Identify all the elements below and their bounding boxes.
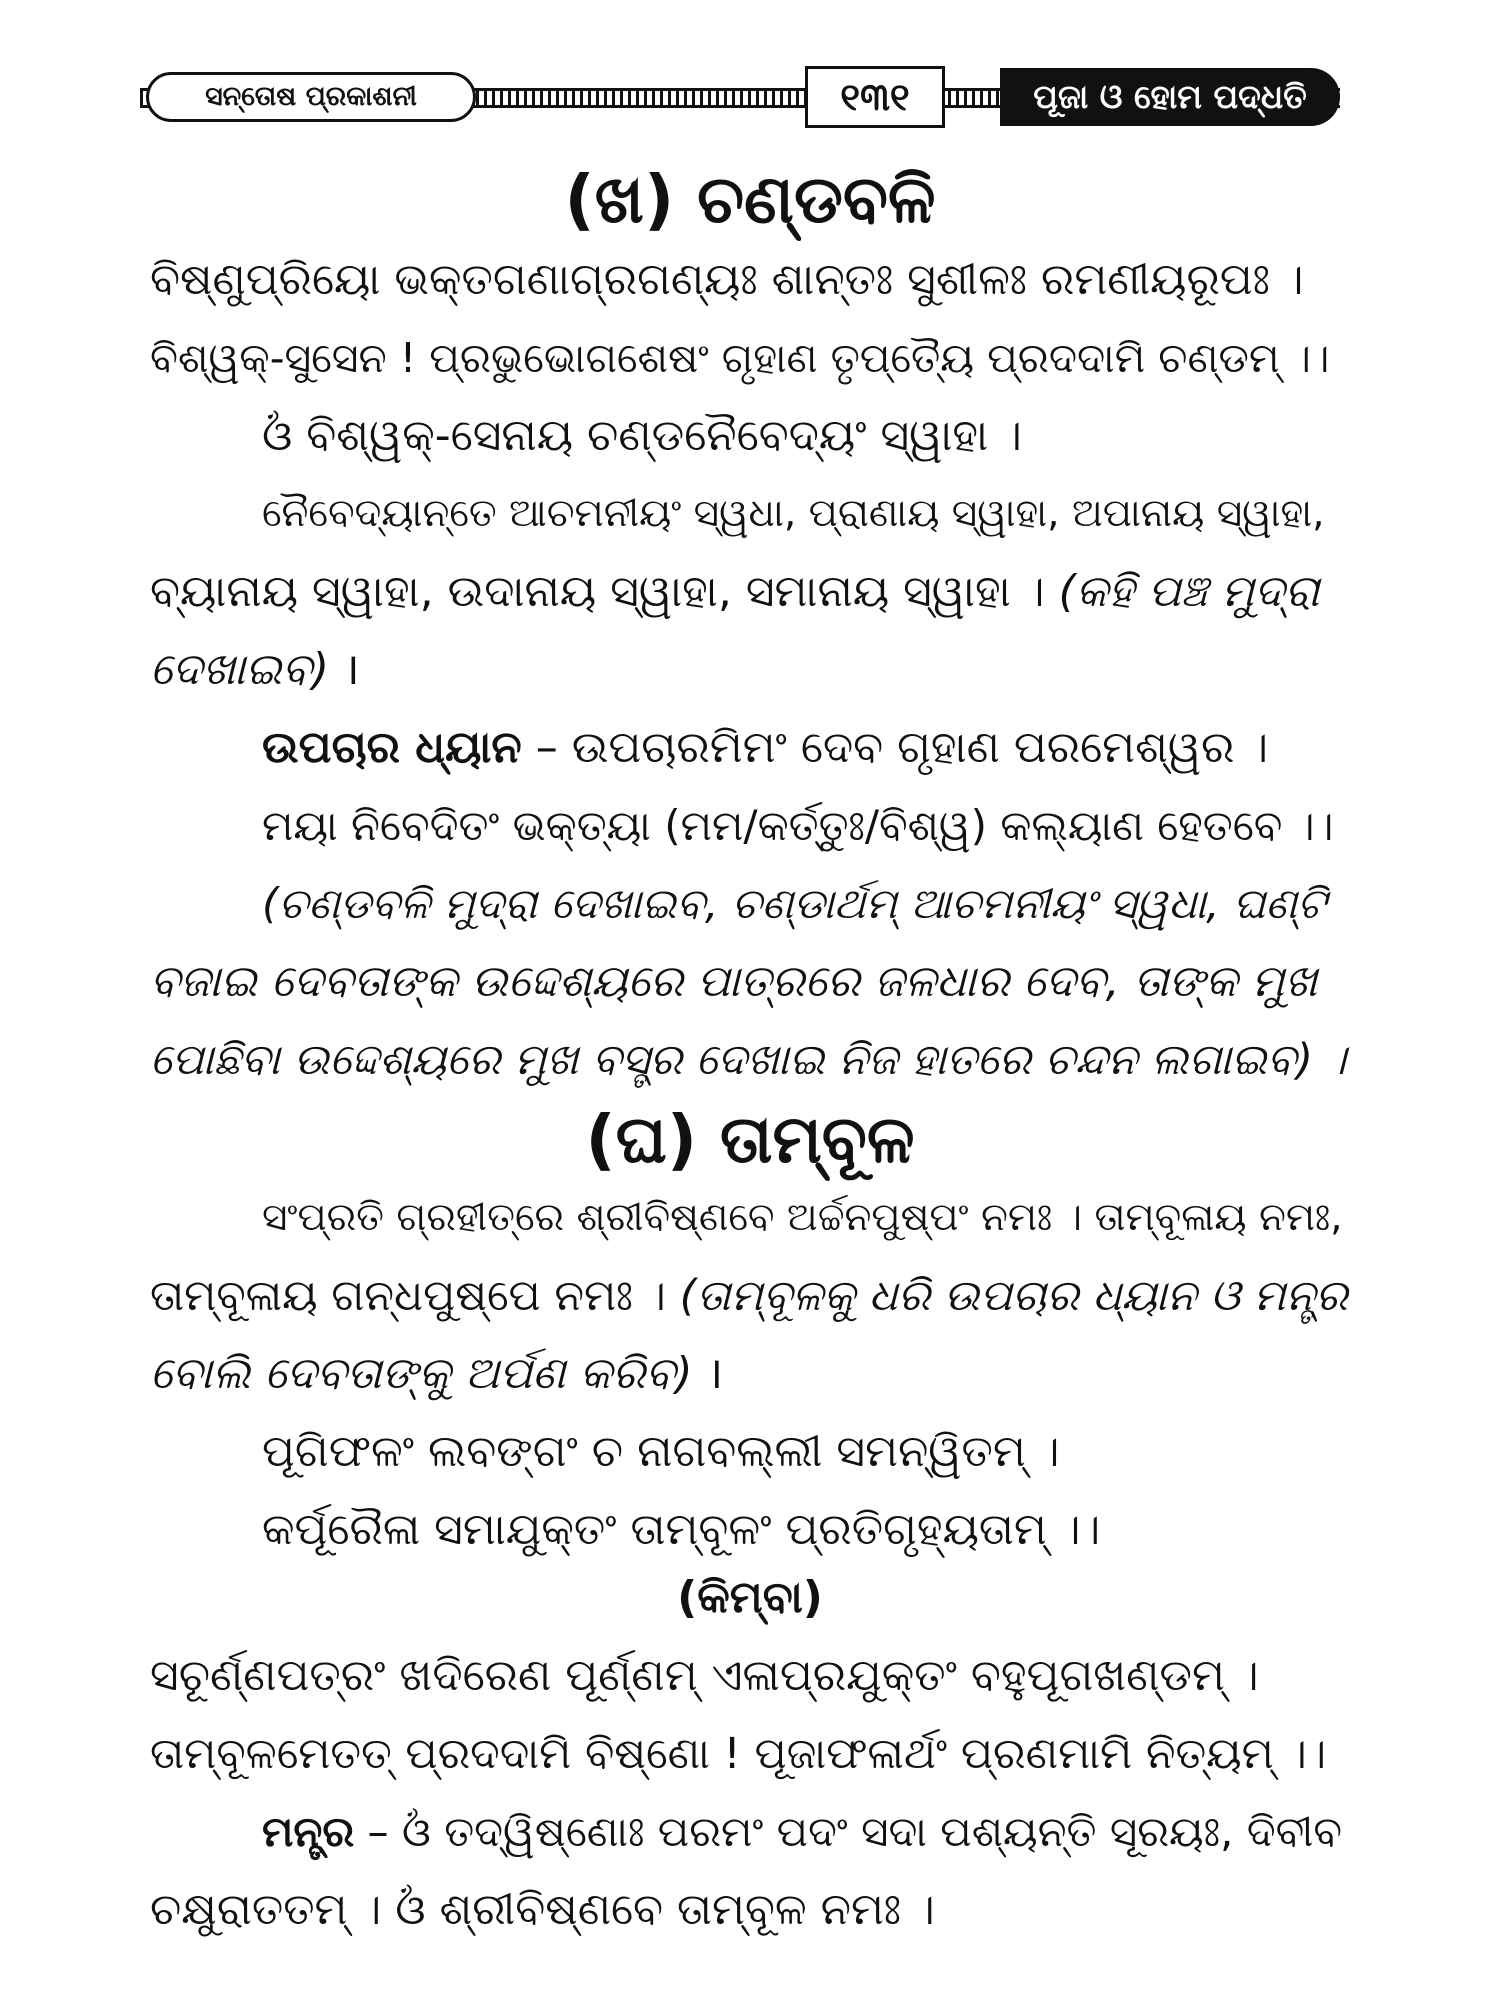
mantra-line	[262, 1804, 1350, 1860]
text-line	[150, 564, 1350, 620]
verse-line: ସଚୂର୍ଣ୍ଣପତ୍ରଂ ଖଦିରେଣ ପୂର୍ଣ୍ଣମ୍ ଏଳାପ୍ରଯୁକ୍ତଂ ବହୁପୂଗଖଣ୍ଡମ୍ ।	[150, 1650, 1259, 1701]
verse-line: ପୂଗିଫଳଂ ଲବଙ୍ଗଂ ଚ ନାଗବଲ୍ଲୀ ସମନ୍ୱିତମ୍ ।	[262, 1426, 1060, 1477]
text-span: ତାମ୍ବୂଳାୟ ଗନ୍ଧପୁଷ୍ପେ ନମଃ ।	[150, 1271, 680, 1321]
text-span: – ଉପଚାରମିମଂ ଦେବ ଗୃହାଣ ପରମେଶ୍ୱର ।	[521, 722, 1269, 773]
text-line: ନୈବେଦ୍ୟାନ୍ତେ ଆଚମନୀୟଂ ସ୍ୱଧା, ପ୍ରାଣାୟ ସ୍ୱାହା, ଅପାନାୟ ସ୍ୱାହା,	[262, 491, 1325, 536]
section-heading-gha: (ଘ) ତାମ୍ବୂଳ	[585, 1101, 915, 1178]
text-span: ବ୍ୟାନାୟ ସ୍ୱାହା, ଉଦାନାୟ ସ୍ୱାହା, ସମାନାୟ ସ୍ୱାହା ।	[150, 566, 1059, 617]
instruction-line: (ଚଣ୍ଡବଳି ମୁଦ୍ରା ଦେଖାଇବ, ଚଣ୍ଡାର୍ଥମ୍ ଆଚମନୀୟଂ ସ୍ୱଧା, ଘଣ୍ଟି	[262, 879, 1327, 928]
verse-line: ତାମ୍ବୂଳମେତତ୍ ପ୍ରଦଦାମି ବିଷ୍ଣୋ ! ପୂଜାଫଳାର୍ଥଂ ପ୍ରଣମାମି ନିତ୍ୟମ୍ ।।	[150, 1729, 1327, 1779]
page-header	[140, 66, 1340, 130]
bold-label: ଉପଚାର ଧ୍ୟାନ	[262, 722, 522, 773]
verse-line: କର୍ପୂରୈଳା ସମାଯୁକ୍ତଂ ତାମ୍ବୂଳଂ ପ୍ରତିଗୃହ୍ୟତାମ୍ ।।	[262, 1504, 1101, 1555]
instruction-span: ଦେଖାଇବ)	[150, 644, 330, 695]
instruction-span: (ତାମ୍ବୂଳକୁ ଧରି ଉପଚାର ଧ୍ୟାନ ଓ ମନ୍ତ୍ର	[679, 1271, 1348, 1321]
page-number: ୧୩୧	[805, 66, 945, 128]
text-line: ସଂପ୍ରତି ଗ୍ରହୀତ୍ରେ ଶ୍ରୀବିଷ୍ଣବେ ଅର୍ଚ୍ଚନପୁଷ୍ପଂ ନମଃ । ତାମ୍ବୂଳାୟ ନମଃ,	[262, 1195, 1343, 1240]
instruction-span: ବୋଲି ଦେବତାଙ୍କୁ ଅର୍ପଣ କରିବ)	[150, 1348, 693, 1399]
instruction-line: ବଜାଇ ଦେବତାଙ୍କ ଉଦ୍ଦେଶ୍ୟରେ ପାତ୍ରରେ ଜଳଧାର ଦେବ, ତାଙ୍କ ମୁଖ	[150, 956, 1318, 1007]
mantra-line: ଓଁ ବିଶ୍ୱକ୍-ସେନାୟ ଚଣ୍ଡନୈବେଦ୍ୟଂ ସ୍ୱାହା ।	[262, 410, 1022, 461]
text-line	[150, 1346, 1350, 1402]
instruction-line: ପୋଛିବା ଉଦ୍ଦେଶ୍ୟରେ ମୁଖ ବସ୍ତ୍ର ଦେଖାଇ ନିଜ ହାତରେ ଚନ୍ଦନ ଲଗାଇବ) ।	[150, 1035, 1347, 1085]
text-span: ।	[329, 644, 360, 695]
bold-label: ମନ୍ତ୍ର	[262, 1807, 355, 1856]
alternative-heading: (କିମ୍ବା)	[677, 1572, 823, 1623]
section-heading-kha: (ଖ) ଚଣ୍ଡବଳି	[564, 161, 936, 238]
text-line	[262, 720, 1350, 776]
publisher-name: ସନ୍ତୋଷ ପ୍ରକାଶନୀ	[146, 72, 476, 122]
text-span: – ଓଁ ତଦ୍ୱିଷ୍ଣୋଃ ପରମଂ ପଦଂ ସଦା ପଶ୍ୟନ୍ତି ସୂରୟଃ, ଦିବୀବ	[354, 1807, 1343, 1856]
book-title: ପୂଜା ଓ ହୋମ ପଦ୍ଧତି	[1000, 68, 1340, 126]
verse-line: ବିଷ୍ଣୁପ୍ରିୟୋ ଭକ୍ତଗଣାଗ୍ରଗଣ୍ୟଃ ଶାନ୍ତଃ ସୁଶୀଳଃ ରମଣୀୟରୂପଃ ।	[150, 254, 1304, 305]
instruction-span: (କହି ପଞ୍ଚ ମୁଦ୍ରା	[1058, 566, 1320, 617]
text-span: ।	[692, 1348, 724, 1399]
text-line	[150, 1268, 1350, 1324]
text-line	[150, 642, 1350, 698]
mantra-line: ଚକ୍ଷୁରାତତମ୍ । ଓଁ ଶ୍ରୀବିଷ୍ଣବେ ତାମ୍ବୂଳ ନମଃ ।	[150, 1884, 935, 1935]
text-line: ମୟା ନିବେଦିତଂ ଭକ୍ତ୍ୟା (ମମ/କର୍ତ୍ତୁଃ/ବିଶ୍ୱ) କଲ୍ୟାଣ ହେତବେ ।।	[262, 801, 1334, 850]
verse-line: ବିଶ୍ୱକ୍-ସୁସେନ ! ପ୍ରଭୁଭୋଗଶେଷଂ ଗୃହାଣ ତୃପ୍ତ୍ୟୈ ପ୍ରଦଦାମି ଚଣ୍ଡମ୍ ।।	[150, 334, 1330, 382]
